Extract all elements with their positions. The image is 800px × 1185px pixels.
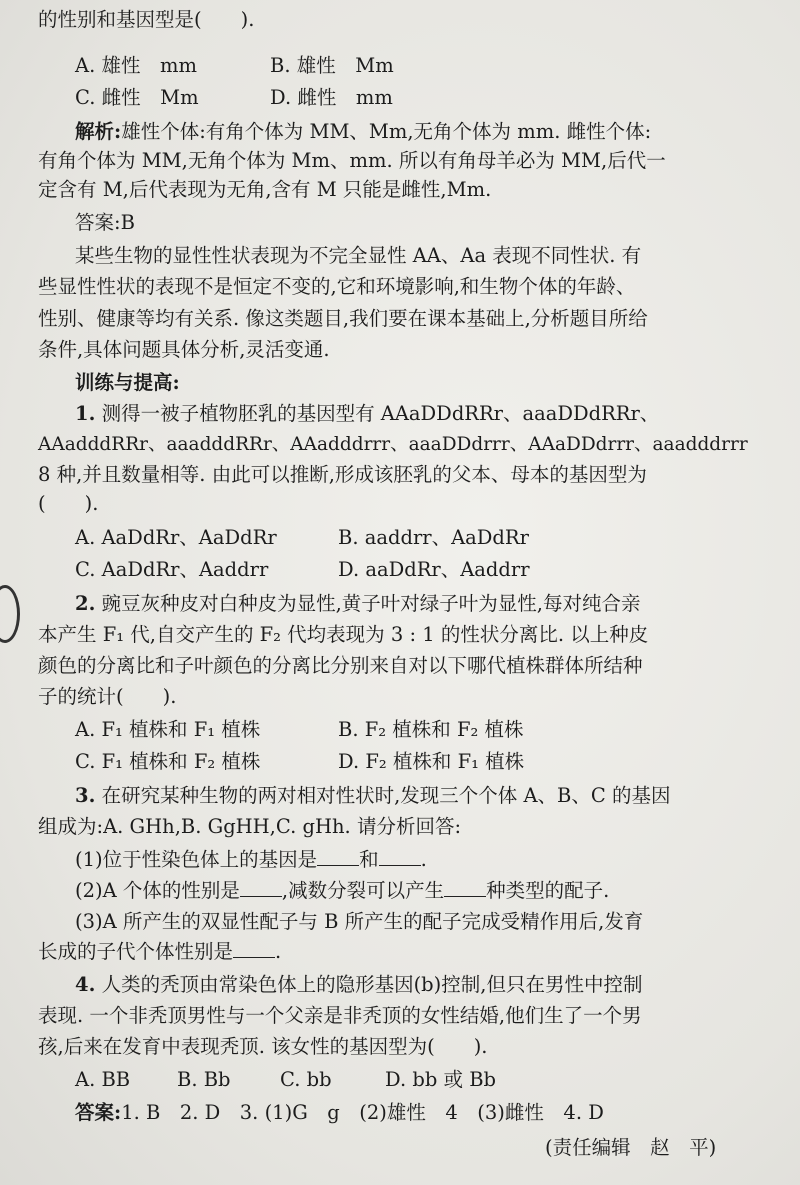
prev-answer: 答案:B bbox=[75, 211, 135, 234]
q4-line-2: 表现. 一个非秃顶男性与一个父亲是非秃顶的女性结婚,他们生了一个男 bbox=[38, 1004, 642, 1027]
q1-option-b: B. aaddrr、AaDdRr bbox=[338, 526, 529, 549]
prev-option-c: C. 雌性 Mm bbox=[75, 86, 199, 109]
q2-option-c: C. F₁ 植株和 F₂ 植株 bbox=[75, 750, 261, 773]
q3-sub-3-line-1: (3)A 所产生的双显性配子与 B 所产生的配子完成受精作用后,发育 bbox=[75, 910, 644, 933]
summary-line-2: 些显性性状的表现不是恒定不变的,它和环境影响,和生物个体的年龄、 bbox=[38, 275, 636, 298]
q2-line-4: 子的统计( ). bbox=[38, 685, 177, 708]
prev-option-a: A. 雄性 mm bbox=[75, 54, 197, 77]
q4-option-d: D. bb 或 Bb bbox=[385, 1068, 497, 1091]
prev-option-b: B. 雄性 Mm bbox=[270, 54, 394, 77]
q1-option-d: D. aaDdRr、Aaddrr bbox=[338, 558, 530, 581]
q1-line-1: 1. 测得一被子植物胚乳的基因型有 AAaDDdRRr、aaaDDdRRr、 bbox=[75, 402, 660, 425]
binding-hole-mark bbox=[0, 585, 20, 643]
q4-option-b: B. Bb bbox=[177, 1068, 231, 1091]
q4-line-3: 孩,后来在发育中表现秃顶. 该女性的基因型为( ). bbox=[38, 1035, 488, 1058]
answer-blank bbox=[240, 878, 282, 897]
q4-line-1: 4. 人类的秃顶由常染色体上的隐形基因(b)控制,但只在男性中控制 bbox=[75, 973, 643, 996]
answer-blank bbox=[444, 878, 486, 897]
q1-option-a: A. AaDdRr、AaDdRr bbox=[75, 526, 277, 549]
prev-question-stem: 的性别和基因型是( ). bbox=[38, 8, 255, 31]
q3-sub-1: (1)位于性染色体上的基因是 和 . bbox=[75, 848, 427, 871]
q4-option-a: A. BB bbox=[75, 1068, 131, 1091]
q3-line-1: 3. 在研究某种生物的两对相对性状时,发现三个个体 A、B、C 的基因 bbox=[75, 784, 671, 807]
q2-line-2: 本产生 F₁ 代,自交产生的 F₂ 代均表现为 3 : 1 的性状分离比. 以上种皮 bbox=[38, 623, 649, 646]
q4-number: 4. bbox=[75, 973, 96, 996]
q1-option-c: C. AaDdRr、Aaddrr bbox=[75, 558, 269, 581]
analysis-line-2: 有角个体为 MM,无角个体为 Mm、mm. 所以有角母羊必为 MM,后代一 bbox=[38, 149, 666, 172]
q2-option-a: A. F₁ 植株和 F₁ 植株 bbox=[75, 718, 261, 741]
analysis-line-1: 解析:雄性个体:有角个体为 MM、Mm,无角个体为 mm. 雌性个体: bbox=[75, 120, 652, 143]
q3-sub-2: (2)A 个体的性别是 ,减数分裂可以产生 种类型的配子. bbox=[75, 879, 610, 902]
section-title: 训练与提高: bbox=[75, 371, 180, 394]
answer-key-label: 答案: bbox=[75, 1101, 122, 1124]
summary-line-1: 某些生物的显性性状表现为不完全显性 AA、Aa 表现不同性状. 有 bbox=[75, 244, 642, 267]
q2-option-d: D. F₂ 植株和 F₁ 植株 bbox=[338, 750, 525, 773]
q1-line-3: 8 种,并且数量相等. 由此可以推断,形成该胚乳的父本、母本的基因型为 bbox=[38, 463, 647, 486]
summary-line-3: 性别、健康等均有关系. 像这类题目,我们要在课本基础上,分析题目所给 bbox=[38, 307, 648, 330]
q2-line-1: 2. 豌豆灰种皮对白种皮为显性,黄子叶对绿子叶为显性,每对纯合亲 bbox=[75, 592, 641, 615]
editor-credit: (责任编辑 赵 平) bbox=[545, 1136, 717, 1159]
q1-line-2: AAadddRRr、aaadddRRr、AAadddrrr、aaaDDdrrr、AAaDDdrrr、aaadddrrr bbox=[38, 434, 748, 455]
q2-option-b: B. F₂ 植株和 F₂ 植株 bbox=[338, 718, 524, 741]
q2-line-3: 颜色的分离比和子叶颜色的分离比分别来自对以下哪代植株群体所结种 bbox=[38, 654, 643, 677]
q4-option-c: C. bb bbox=[280, 1068, 332, 1091]
analysis-line-3: 定含有 M,后代表现为无角,含有 M 只能是雌性,Mm. bbox=[38, 178, 492, 201]
prev-option-d: D. 雌性 mm bbox=[270, 86, 393, 109]
answer-blank bbox=[379, 847, 421, 866]
answer-key: 答案:1. B 2. D 3. (1)G g (2)雄性 4 (3)雌性 4. D bbox=[75, 1101, 604, 1124]
q3-line-2: 组成为:A. GHh,B. GgHH,C. gHh. 请分析回答: bbox=[38, 815, 462, 838]
q2-number: 2. bbox=[75, 592, 96, 615]
q1-number: 1. bbox=[75, 402, 96, 425]
answer-blank bbox=[317, 847, 359, 866]
summary-line-4: 条件,具体问题具体分析,灵活变通. bbox=[38, 338, 330, 361]
q3-number: 3. bbox=[75, 784, 96, 807]
q3-sub-3-line-2: 长成的子代个体性别是 . bbox=[38, 940, 282, 963]
answer-blank bbox=[233, 939, 275, 958]
q1-line-4: ( ). bbox=[38, 492, 99, 515]
analysis-label: 解析: bbox=[75, 120, 122, 143]
